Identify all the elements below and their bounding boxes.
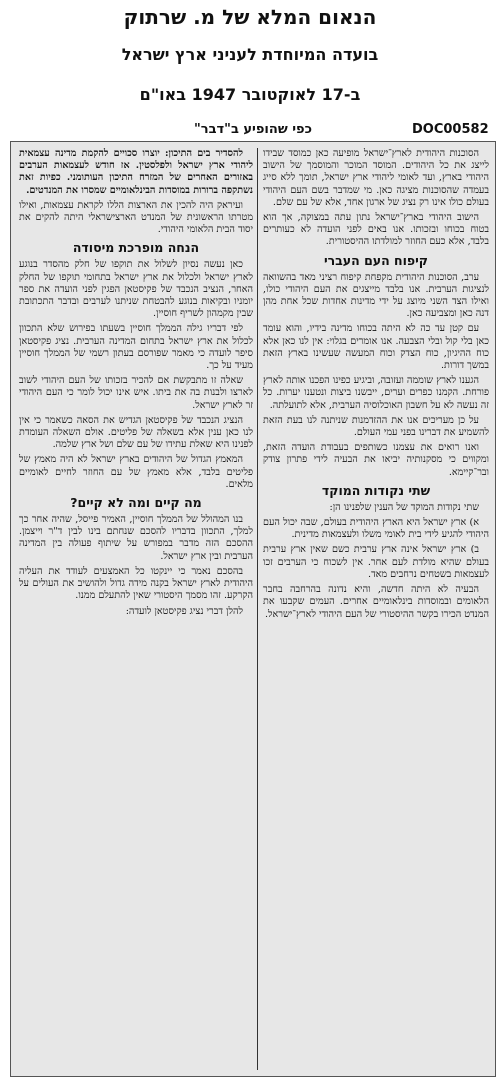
section-heading: הנחה מופרכת מיסודה [72,240,200,256]
article-paragraph: הנציג הנכבד של פקיסטאן הגדיש את הסאה כשאמר כי אין לנו כאן ענין אלא בשאלה של פליטים. אולם השאלה העומדת לפנינו היא שאלת עתידו של עם שלם ושל ארץ שלמה. [19,414,253,451]
article-paragraph: הישוב היהודי בארץ־ישראל נתון עתה במצוקה, אך הוא בטוח בכוחו ובזכותו. אנו באים לפני הועדה לא כעותרים בלבד, אלא כעם החוזר למולדתו ההיסטורית. [263,212,489,248]
date-line: ב-17 לאוקטובר 1947 באו"ם [139,85,361,104]
article-paragraph: ועיראק היה להכין את הארצות הללו לקראת עצמאות, ואילו מטרתו הראשונית של המנדט הארצישראלי היתה להקים את יסוד הבית הלאומי היהודי. [19,199,253,236]
doc-id: DOC00582 [412,122,489,137]
article-paragraph: הבעיה לא היתה חדשה, והיא נדונה בהרחבה בחבר הלאומים ובמוסדות בינלאומיים אחרים. העמים שקבעו את המנדט הכירו בקשר ההיסטורי של העם היהודי לארץ־ישראל. [263,584,489,620]
article-paragraph: על כן מעריכים אנו את ההזדמנות שניתנה לנו בעת הזאת להשמיע את דברינו בפני עמי העולם. [263,414,489,439]
article-paragraph: עם קטן עד כה לא היתה בכוחו מדינה בידיו, והוא עומד כאן בלי קול ובלי הצבעה. אנו אומרים בגלוי: אין לנו כאן אלא כוח ההיגיון, כוח הצדק וכוח המעשה שעשינו בארץ הזאת במשך דורות. [263,323,489,372]
lead-paragraph: להסדיר בים התיכון: יוצרו סכויים להקמת מדינה עצמאית ליהודי ארץ ישראל ולפלסטין. אז חודש לעצמאות הערבים באזורים האחרים של המזרח התיכון העותומני. כפיות זאת נשתקפה ברורות במוסדות הבינלאומיים שמסרו את המנדטים. [19,148,253,196]
newspaper-clipping [10,141,496,1077]
article-paragraph: בנו המהולל של הממלך חוסיין, האמיר פייסל, שהיה אחר כך למלך, התכוון בדבריו להסכם שנחתם בינו לבין ד"ר וייצמן. ההסכם הזה מדבר במפורש על שיתוף פעולה בין המדינה הערבית ובין ארץ ישראל. [19,514,253,562]
section-heading: שתי נקודות המוקד [321,482,431,498]
article-column-right [263,148,489,1072]
section-heading: מה קיים ומה לא קיים? [70,495,202,511]
article-paragraph: ואנו רואים את עצמנו כשותפים בעבודת הועדה הזאת, ומקווים כי מסקנותיה יביאו את הבעיה לידי פתרון צודק ובר־קיימא. [263,442,489,478]
article-paragraph: ערב, הסוכנות היהודית מקפחת קיפוח רציני מאד בהשוואה לנציגות הערבית. אנו בלבד מייצגים את העם היהודי כולו, ואילו הצד השני מיוצג על ידי מדינות אחדות שכל אחת מהן דנה כאן ומצביעה כאן. [263,271,489,320]
article-paragraph: הסוכנות היהודית לארץ־ישראל מופיעה כאן כמוסד שבידו לייצג את כל היהודים. המוסד המוכר והמוסמך של הישוב היהודי בארץ, ועד לאומי ליהודי ארץ ישראל, תומך ללא סייג בעמדה שהסוכנות מציגה כאן. מי שמדבר בשם העם היהודי בעולם כולו אינו רק נציג של ארגון אחד, אלא של עם שלם. [263,148,489,208]
doc-info-line [14,122,494,140]
article-paragraph: המאמץ הגדול של היהודים בארץ ישראל לא היה מאמץ של פליטים בלבד, אלא מאמץ של עם החוזר לחיים לאומיים מלאים. [19,454,253,490]
article-paragraph: בהסכם נאמר כי יינקטו כל האמצעים לעודד את העליה היהודית לארץ ישראל בקנה מידה גדול ולהושיב את העולים על הקרקע. זהו מסמך היסטורי שאין להתעלם ממנו. [19,565,253,602]
article-paragraph: שאלה זו מתבקשת אם להכיר בזכותו של העם היהודי לשוב לארצו ולבנות בה את ביתו. איש אינו יכול לומר כי העם היהודי זר לארץ ישראל. [19,375,253,411]
column-divider [257,148,258,1070]
article-paragraph: כאן נעשה נסיון לשלול את תוקפו של חלק מהסדר בנוגע לארץ ישראל ולכלול את ארץ ישראל בתחומי תוקפו של החלק האחר, הנציב הנכבד של פקיסטאן הפגין לפני הועדה את ספר יומניו ובקיאות בנוגע להבטחת שניתנו לערבים ובדבר התכתובת שבין מקמהון לשריף חוסיין. [19,259,253,320]
publication-note: כפי שהופיע ב"דבר" [194,122,312,137]
page-subtitle: בועדה המיוחדת לעניני ארץ ישראל [121,45,379,64]
article-paragraph: לפי דבריו גילה הממלך חוסיין בשעתו בפירוש שלא התכוון לכלול את ארץ ישראל בתחום המדינה הערבית. נציג פקיסטאן סיפר לועדה כי מאמר שפורסם בעתון רשמי של הממלך חוסיין מעיד על כך. [19,323,253,372]
article-paragraph: להלן דברי נציג פקיסטאן לועדה: [125,605,243,617]
section-heading: קיפוח העם העברי [323,252,429,268]
article-paragraph: א) ארץ ישראל היא הארץ היהודית בעולם, שבה יכול העם היהודי להגיע לידי בית לאומי משלו ולעצמאות מדינית. [263,517,489,541]
page-title: הנאום המלא של מ. שרתוק [123,5,377,29]
article-paragraph: ב) ארץ ישראל אינה ארץ ערבית כשם שאין ארץ ערבית בעולם שהיא מולדת לעם אחר. אין לשכוח כי הערבים זכו לעצמאות בשטחים נרחבים מאד. [263,544,489,580]
article-column-left [19,148,253,1072]
article-paragraph: שתי נקודות המוקד של הענין שלפנינו הן: [329,501,479,513]
article-paragraph: הגענו לארץ שוממה ועזובה, וביגיע כפינו הפכנו אותה לארץ פורחת. הקמנו כפרים וערים, ייבשנו ביצות ונטענו יערות. כל זה נעשה לא על חשבון האוכלוסיה הערבית, אלא לתועלתה. [263,375,489,411]
